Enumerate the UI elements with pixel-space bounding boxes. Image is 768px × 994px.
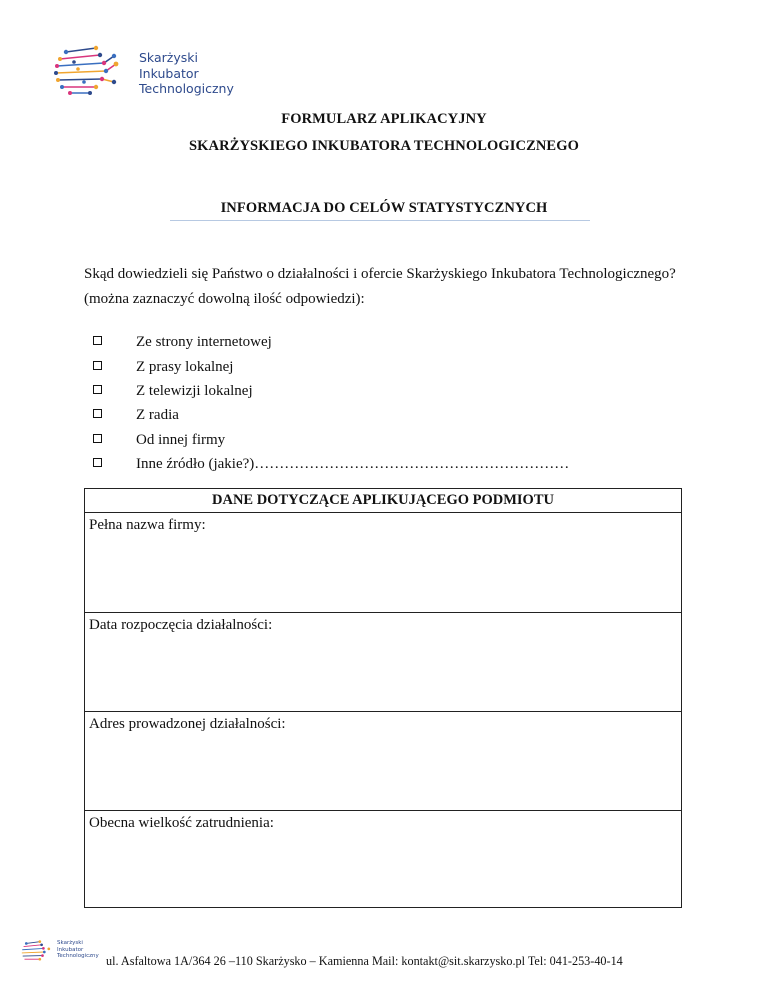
option-label: Ze strony internetowej xyxy=(136,334,272,350)
checkbox-radio[interactable] xyxy=(93,409,102,418)
logo-wordmark xyxy=(139,50,234,97)
field-company-name[interactable] xyxy=(85,513,681,613)
source-question: Skąd dowiedzieli się Państwo o działalności i ofercie Skarżyskiego Inkubatora Technologicznego? (można zaznaczyć dowolną ilość odpowiedzi): xyxy=(84,266,676,307)
applicant-data-table xyxy=(84,488,682,908)
checkbox-other-source[interactable] xyxy=(93,458,102,467)
form-subtitle: SKARŻYSKIEGO INKUBATORA TECHNOLOGICZNEGO xyxy=(189,138,579,154)
option-label: Z telewizji lokalnej xyxy=(136,383,253,399)
field-label: Data rozpoczęcia działalności: xyxy=(89,617,273,633)
footer-logo-line-3: Technologiczny xyxy=(57,953,99,959)
heading-divider xyxy=(170,220,590,221)
checkbox-local-tv[interactable] xyxy=(93,385,102,394)
checkbox-local-press[interactable] xyxy=(93,361,102,370)
checkbox-website[interactable] xyxy=(93,336,102,345)
option-label: Inne źródło (jakie?)……………………………………………………… xyxy=(136,456,570,472)
field-label: Pełna nazwa firmy: xyxy=(89,517,206,533)
footer-logo-line-2: Inkubator xyxy=(57,946,84,953)
footer-logo-icon xyxy=(20,937,56,967)
form-title: FORMULARZ APLIKACYJNY xyxy=(281,111,487,127)
section-heading: INFORMACJA DO CELÓW STATYSTYCZNYCH xyxy=(220,200,548,216)
field-start-date[interactable] xyxy=(85,613,681,712)
field-employment-size[interactable] xyxy=(85,811,681,907)
logo-line-2: Inkubator xyxy=(139,65,199,81)
circuit-logo-icon xyxy=(52,42,132,100)
footer-logo-line-1: Skarżyski xyxy=(57,940,83,946)
logo-line-1: Skarżyski xyxy=(139,50,198,65)
option-label: Od innej firmy xyxy=(136,432,226,448)
option-label: Z prasy lokalnej xyxy=(136,359,234,375)
header-logo xyxy=(52,42,242,100)
logo-line-3: Technologiczny xyxy=(139,81,234,96)
field-business-address[interactable] xyxy=(85,712,681,811)
option-label: Z radia xyxy=(136,407,179,423)
page-footer xyxy=(20,935,760,985)
field-label: Obecna wielkość zatrudnienia: xyxy=(89,815,274,831)
field-label: Adres prowadzonej działalności: xyxy=(89,716,286,732)
checkbox-other-company[interactable] xyxy=(93,434,102,443)
table-title: DANE DOTYCZĄCE APLIKUJĄCEGO PODMIOTU xyxy=(85,489,681,513)
footer-contact: ul. Asfaltowa 1A/364 26 –110 Skarżysko – Kamienna Mail: kontakt@sit.skarzysko.pl Tel: 041-253-40-14 xyxy=(106,954,623,968)
footer-logo-wordmark xyxy=(57,940,99,960)
